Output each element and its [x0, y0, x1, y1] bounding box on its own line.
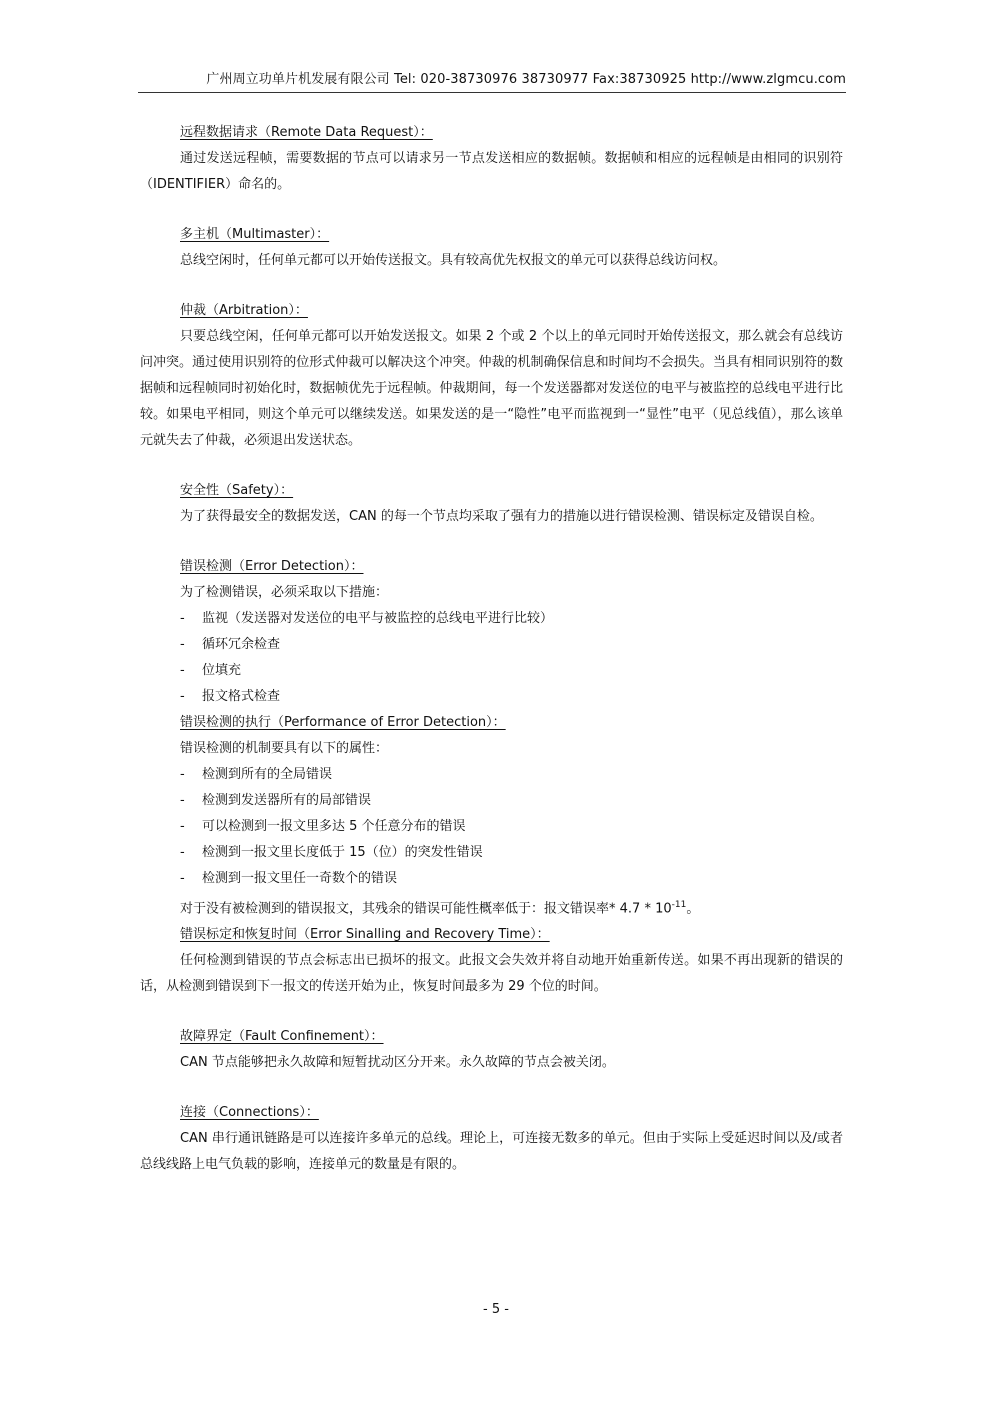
- heading-multimaster: 多主机（Multimaster）：: [180, 227, 330, 242]
- section-safety: [140, 478, 843, 530]
- heading-error-detection: 错误检测（Error Detection）：: [180, 559, 364, 574]
- paragraph-arbitration: 只要总线空闲，任何单元都可以开始发送报文。如果 2 个或 2 个以上的单元同时开始传送报文，那么就会有总线访问冲突。通过使用识别符的位形式仲裁可以解决这个冲突。仲裁的机制确保信息和时间均不会损失。当具有相同识别符的数据帧和远程帧同时初始化时，数据帧优先于远程帧。仲裁期间，每一个发送器都对发送位的电平与被监控的总线电平进行比较。如果电平相同，则这个单元可以继续发送。如果发送的是一“隐性”电平而监视到一“显性”电平（见总线值），那么该单元就失去了仲裁，必须退出发送状态。: [140, 329, 843, 448]
- paragraph-remote-data-request: 通过发送远程帧，需要数据的节点可以请求另一节点发送相应的数据帧。数据帧和相应的远程帧是由相同的识别符（IDENTIFIER）命名的。: [140, 151, 843, 192]
- list-item: - 检测到发送器所有的局部错误: [180, 788, 843, 814]
- heading-fault-confinement: 故障界定（Fault Confinement）：: [180, 1029, 384, 1045]
- heading-safety: 安全性（Safety）：: [180, 483, 294, 498]
- paragraph-error-signalling: 任何检测到错误的节点会标志出已损坏的报文。此报文会失效并将自动地开始重新传送。如果不再出现新的错误的话，从检测到错误到下一报文的传送开始为止，恢复时间最多为 29 个位的时间。: [140, 953, 843, 995]
- section-remote-data-request: [140, 120, 843, 198]
- paragraph-multimaster: 总线空闲时，任何单元都可以开始传送报文。具有较高优先权报文的单元可以获得总线访问权。: [180, 253, 727, 268]
- list-item: - 报文格式检查: [180, 684, 843, 710]
- document-body: [140, 120, 843, 1202]
- page-header: [138, 70, 846, 93]
- performance-lead: 错误检测的机制要具有以下的属性：: [180, 741, 389, 756]
- list-item: - 检测到所有的全局错误: [180, 762, 843, 788]
- heading-arbitration: 仲裁（Arbitration）：: [180, 303, 308, 318]
- paragraph-fault-confinement: CAN 节点能够把永久故障和短暂扰动区分开来。永久故障的节点会被关闭。: [180, 1055, 615, 1071]
- section-arbitration: [140, 298, 843, 454]
- error-detection-lead: 为了检测错误，必须采取以下措施：: [180, 585, 389, 600]
- list-item: - 检测到一报文里长度低于 15（位）的突发性错误: [180, 840, 843, 866]
- section-error-signalling: [140, 922, 843, 1000]
- section-connections: [140, 1100, 843, 1178]
- header-text: 广州周立功单片机发展有限公司 Tel: 020-38730976 38730977 Fax:38730925 http://www.zlgmcu.com: [206, 72, 846, 87]
- list-item: - 可以检测到一报文里多达 5 个任意分布的错误: [180, 814, 843, 840]
- heading-remote-data-request: 远程数据请求（Remote Data Request）：: [180, 125, 433, 140]
- performance-list: [180, 762, 843, 892]
- list-item: - 检测到一报文里任一奇数个的错误: [180, 866, 843, 892]
- heading-connections: 连接（Connections）：: [180, 1105, 319, 1121]
- list-item: - 位填充: [180, 658, 843, 684]
- exponent: -11: [671, 900, 687, 910]
- section-multimaster: [140, 222, 843, 274]
- page-number: - 5 -: [483, 1302, 509, 1317]
- heading-error-signalling: 错误标定和恢复时间（Error Sinalling and Recovery Time）：: [180, 927, 550, 943]
- error-detection-list: [180, 606, 843, 710]
- paragraph-connections: CAN 串行通讯链路是可以连接许多单元的总线。理论上，可连接无数多的单元。但由于实际上受延迟时间以及/或者总线线路上电气负载的影响，连接单元的数量是有限的。: [140, 1131, 843, 1173]
- section-error-detection: [140, 554, 843, 710]
- section-performance: [140, 710, 843, 922]
- list-item: - 循环冗余检查: [180, 632, 843, 658]
- residual-error-rate: 对于没有被检测到的错误报文，其残余的错误可能性概率低于：报文错误率* $4.7 * 10^{-11}$。: [180, 900, 700, 917]
- list-item: - 监视（发送器对发送位的电平与被监控的总线电平进行比较）: [180, 606, 843, 632]
- section-fault-confinement: [140, 1024, 843, 1076]
- heading-performance: 错误检测的执行（Performance of Error Detection）：: [180, 715, 506, 730]
- paragraph-safety: 为了获得最安全的数据发送，CAN 的每一个节点均采取了强有力的措施以进行错误检测、错误标定及错误自检。: [180, 509, 823, 524]
